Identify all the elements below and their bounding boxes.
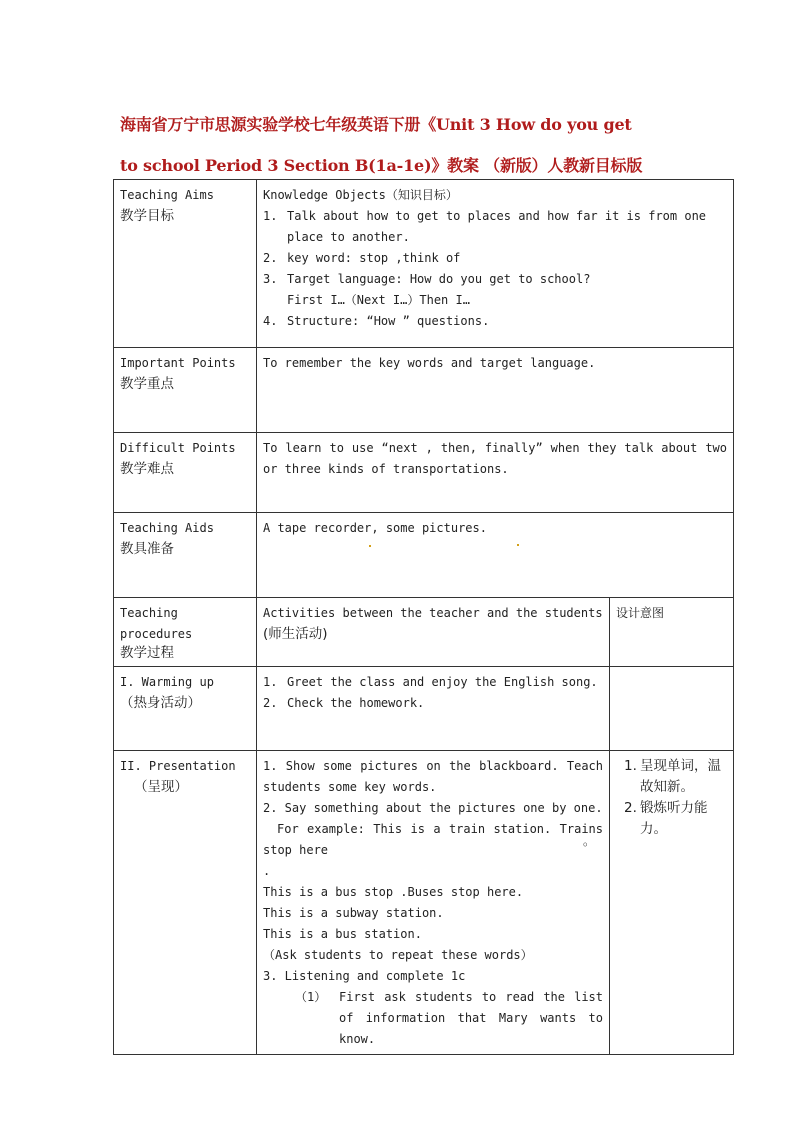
label-zh: （热身活动） bbox=[120, 695, 201, 711]
row-label bbox=[114, 598, 257, 667]
row-label bbox=[114, 513, 257, 598]
row-content: To remember the key words and target language. bbox=[257, 348, 734, 433]
row-content bbox=[257, 433, 734, 513]
title-line-2: to school Period 3 Section B(1a-1e)》教案 （新版）人教新目标版 bbox=[120, 156, 643, 175]
label-en: Important Points bbox=[120, 356, 236, 370]
difficult-points-text: To learn to use “next , then, finally” when they talk about two or three kinds of transportations. bbox=[263, 441, 728, 476]
list-item: 3. Target language: How do you get to school? bbox=[263, 272, 591, 286]
lesson-plan-table bbox=[113, 179, 734, 1055]
design-list bbox=[616, 756, 727, 840]
list-item: 1. Talk about how to get to places and how far it is from one place to another. bbox=[263, 209, 707, 244]
label-zh: 教具准备 bbox=[120, 541, 174, 557]
presentation-line: 1. Show some pictures on the blackboard. Teach students some key words. bbox=[263, 759, 603, 794]
design-cell bbox=[610, 667, 734, 751]
label-zh: （呈现） bbox=[134, 779, 188, 795]
label-zh: 教学重点 bbox=[120, 376, 174, 392]
label-zh: 教学目标 bbox=[120, 208, 174, 224]
list-item: 4. Structure: “How ” questions. bbox=[263, 314, 490, 328]
row-label bbox=[114, 751, 257, 1055]
dot-mark bbox=[517, 544, 519, 546]
label-en-1: Teaching bbox=[120, 606, 178, 620]
design-intent-header: 设计意图 bbox=[610, 598, 734, 667]
presentation-line: 2. Say something about the pictures one by one. bbox=[263, 801, 603, 815]
knowledge-objects-heading: Knowledge Objects（知识目标） bbox=[263, 188, 458, 202]
list-item: 2. 锻炼听力能力。 bbox=[624, 800, 708, 837]
sub-item: （1） First ask students to read the list of information that Mary wants to know. bbox=[295, 990, 603, 1046]
label-zh: 教学难点 bbox=[120, 461, 174, 477]
row-warming-up bbox=[114, 667, 734, 751]
warming-list bbox=[263, 672, 603, 714]
example-line: For example: This is a train station. Trains stop here 。 bbox=[263, 822, 603, 857]
list-item: 2. key word: stop ,think of bbox=[263, 251, 461, 265]
dot-mark bbox=[369, 545, 371, 547]
presentation-line: This is a bus station. bbox=[263, 927, 422, 941]
activities-header-en: Activities between the teacher and the students bbox=[263, 606, 603, 620]
title-line-1: 海南省万宁市思源实验学校七年级英语下册《Unit 3 How do you get bbox=[120, 115, 632, 134]
label-en: II. Presentation bbox=[120, 759, 236, 773]
aims-list bbox=[263, 206, 727, 332]
label-en: I. Warming up bbox=[120, 675, 214, 689]
teaching-aids-text: A tape recorder, some pictures. bbox=[263, 521, 487, 535]
row-procedures-header bbox=[114, 598, 734, 667]
row-teaching-aids bbox=[114, 513, 734, 598]
document-title bbox=[120, 104, 740, 186]
design-cell bbox=[610, 751, 734, 1055]
label-en-2: procedures bbox=[120, 627, 193, 641]
presentation-line: 3. Listening and complete 1c bbox=[263, 969, 466, 983]
row-teaching-aims bbox=[114, 180, 734, 348]
list-item: 1. Greet the class and enjoy the English song. bbox=[263, 675, 598, 689]
label-en: Teaching Aids bbox=[120, 521, 214, 535]
row-content bbox=[257, 667, 610, 751]
row-content bbox=[257, 180, 734, 348]
row-important-points bbox=[114, 348, 734, 433]
label-en: Difficult Points bbox=[120, 441, 236, 455]
list-item: 2. Check the homework. bbox=[263, 696, 425, 710]
list-item: 1. 呈现单词，温故知新。 bbox=[624, 758, 721, 795]
row-label bbox=[114, 667, 257, 751]
presentation-line: （Ask students to repeat these words） bbox=[263, 948, 533, 962]
label-en: Teaching Aims bbox=[120, 188, 214, 202]
activities-header bbox=[257, 598, 610, 667]
presentation-line: . bbox=[263, 864, 271, 878]
row-presentation bbox=[114, 751, 734, 1055]
row-label bbox=[114, 433, 257, 513]
row-label bbox=[114, 348, 257, 433]
row-content bbox=[257, 751, 610, 1055]
presentation-line: This is a bus stop .Buses stop here. bbox=[263, 885, 524, 899]
row-content bbox=[257, 513, 734, 598]
presentation-line: This is a subway station. bbox=[263, 906, 444, 920]
list-item: First I…（Next I…）Then I… bbox=[287, 293, 470, 307]
decorative-dots bbox=[263, 539, 727, 579]
label-zh: 教学过程 bbox=[120, 645, 174, 661]
row-difficult-points bbox=[114, 433, 734, 513]
row-label bbox=[114, 180, 257, 348]
activities-header-zh: (师生活动) bbox=[263, 626, 328, 642]
